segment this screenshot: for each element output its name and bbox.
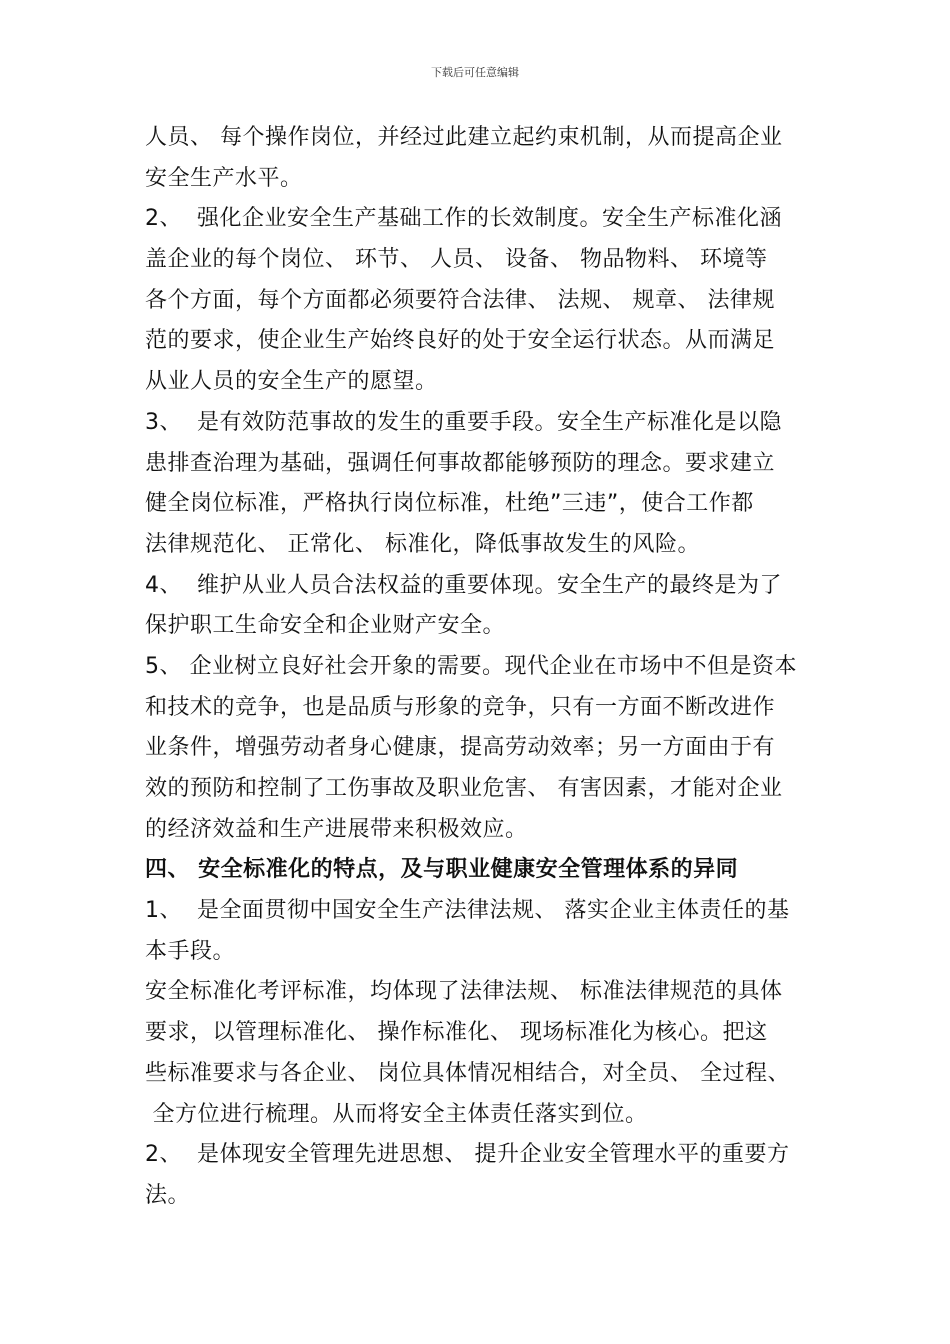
text-line: 从业人员的安全生产的愿望。 <box>145 369 438 395</box>
page-header: 下载后可任意编辑 <box>431 66 519 79</box>
text-line: 健全岗位标准，严格执行岗位标准，杜绝”三违”，使合工作都 <box>145 491 754 517</box>
text-line: 各个方面，每个方面都必须要符合法律、 法规、 规章、 法律规 <box>145 287 775 313</box>
text-line: 安全生产水平。 <box>145 165 303 191</box>
text-line: 盖企业的每个岗位、 环节、 人员、 设备、 物品物料、 环境等 <box>145 247 768 273</box>
text-line: 全方位进行梳理。从而将安全主体责任落实到位。 <box>145 1101 648 1127</box>
text-line: 3、 是有效防范事故的发生的重要手段。安全生产标准化是以隐 <box>145 409 782 435</box>
text-line: 和技术的竞争，也是品质与形象的竞争，只有一方面不断改进作 <box>145 694 776 720</box>
text-line: 5、 企业树立良好社会开象的需要。现代企业在市场中不但是资本 <box>145 653 797 679</box>
text-line: 本手段。 <box>145 938 236 964</box>
text-line: 法。 <box>145 1182 191 1208</box>
text-line: 业条件，增强劳动者身心健康，提高劳动效率；另一方面由于有 <box>145 735 776 761</box>
text-line: 2、 是体现安全管理先进思想、 提升企业安全管理水平的重要方 <box>145 1142 790 1168</box>
text-line: 的经济效益和生产进展带来积极效应。 <box>145 816 528 842</box>
section-heading: 四、 安全标准化的特点，及与职业健康安全管理体系的异同 <box>145 857 739 883</box>
document-body <box>145 118 835 1217</box>
text-line: 要求，以管理标准化、 操作标准化、 现场标准化为核心。把这 <box>145 1020 768 1046</box>
text-line: 4、 维护从业人员合法权益的重要体现。安全生产的最终是为了 <box>145 572 782 598</box>
text-line: 些标准要求与各企业、 岗位具体情况相结合，对全员、 全过程、 <box>145 1060 790 1086</box>
text-line: 2、 强化企业安全生产基础工作的长效制度。安全生产标准化涵 <box>145 206 782 232</box>
text-line: 1、 是全面贯彻中国安全生产法律法规、 落实企业主体责任的基 <box>145 898 790 924</box>
text-line: 人员、 每个操作岗位，并经过此建立起约束机制，从而提高企业 <box>145 125 783 150</box>
text-line: 效的预防和控制了工伤事故及职业危害、 有害因素，才能对企业 <box>145 776 783 801</box>
text-line: 安全标准化考评标准，均体现了法律法规、 标准法律规范的具体 <box>145 979 783 1005</box>
text-line: 法律规范化、 正常化、 标准化，降低事故发生的风险。 <box>145 531 700 557</box>
text-line: 范的要求，使企业生产始终良好的处于安全运行状态。从而满足 <box>145 328 776 354</box>
text-line: 保护职工生命安全和企业财产安全。 <box>145 613 506 639</box>
text-line: 患排查治理为基础，强调任何事故都能够预防的理念。要求建立 <box>145 450 776 476</box>
